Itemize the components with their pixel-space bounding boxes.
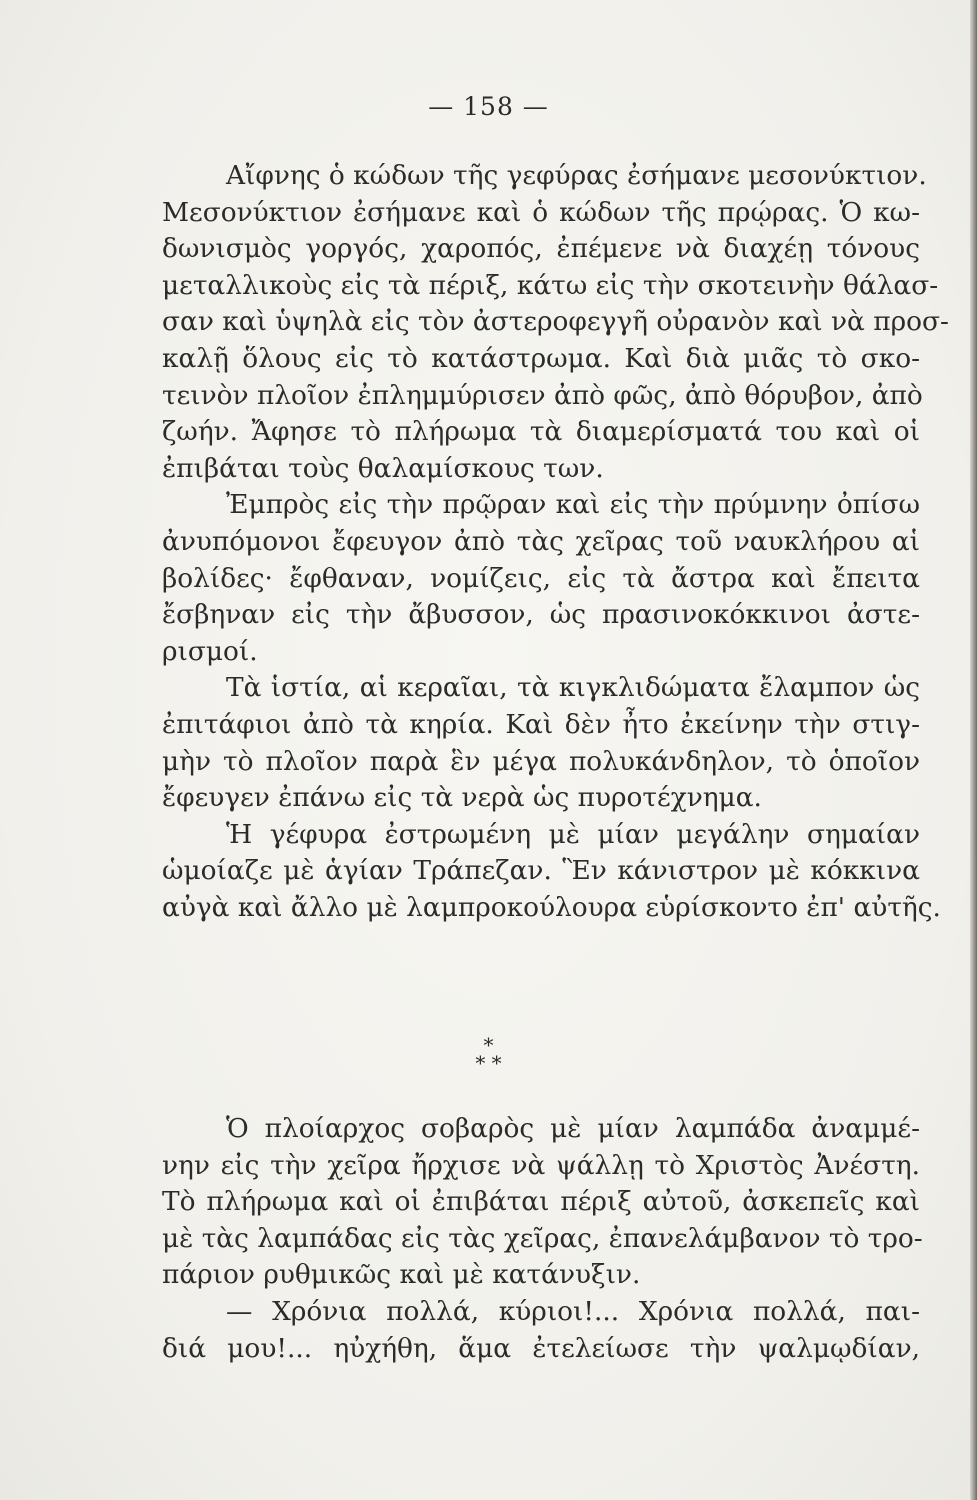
- text-line: Μεσονύκτιον ἐσήμανε καὶ ὁ κώδων τῆς πρῴρας. Ὁ κω-: [162, 196, 920, 228]
- text-line: πάριον ρυθμικῶς καὶ μὲ κατάνυξιν.: [162, 1259, 641, 1291]
- text-line: Αἴφνης ὁ κώδων τῆς γεφύρας ἐσήμανε μεσονύκτιον.: [226, 160, 927, 191]
- text-line: καλῇ ὅλους εἰς τὸ κατάστρωμα. Καὶ διὰ μιᾶς τὸ σκο-: [162, 342, 920, 374]
- text-line: Τὸ πλήρωμα καὶ οἱ ἐπιβάται πέριξ αὐτοῦ, ἀσκεπεῖς καὶ: [162, 1186, 920, 1218]
- text-line: βολίδες· ἔφθαναν, νομίζεις, εἰς τὰ ἄστρα καὶ ἔπειτα: [162, 562, 920, 594]
- text-line: Ἐμπρὸς εἰς τὴν πρῷραν καὶ εἰς τὴν πρύμνην ὀπίσω: [226, 489, 920, 521]
- text-block-main: [162, 158, 949, 926]
- text-line: ὡμοίαζε μὲ ἁγίαν Τράπεζαν. Ἓν κάνιστρον μὲ κόκκινα: [162, 855, 920, 887]
- text-line: Ἡ γέφυρα ἐστρωμένη μὲ μίαν μεγάλην σημαίαν: [226, 818, 920, 850]
- section-break-asterism: [0, 1033, 977, 1075]
- text-line: νην εἰς τὴν χεῖρα ἤρχισε νὰ ψάλλῃ τὸ Χριστὸς Ἀνέστη.: [162, 1149, 920, 1181]
- text-line: ἔφευγεν ἐπάνω εἰς τὰ νερὰ ὡς πυροτέχνημα.: [162, 782, 762, 814]
- text-line: μὴν τὸ πλοῖον παρὰ ἓν μέγα πολυκάνδηλον, τὸ ὁποῖον: [162, 745, 920, 777]
- text-line: μὲ τὰς λαμπάδας εἰς τὰς χεῖρας, ἐπανελάμβανον τὸ τρο-: [162, 1222, 923, 1254]
- text-line: ἐπιτάφιοι ἀπὸ τὰ κηρία. Καὶ δὲν ἦτο ἐκείνην τὴν στιγ-: [162, 708, 920, 740]
- page-number: — 158 —: [428, 92, 549, 121]
- text-block-after-break: [162, 1111, 923, 1367]
- text-line: ζωήν. Ἄφησε τὸ πλήρωμα τὰ διαμερίσματά του καὶ οἱ: [162, 416, 920, 448]
- text-line: σαν καὶ ὑψηλὰ εἰς τὸν ἀστεροφεγγῆ οὐρανὸν καὶ νὰ προσ-: [162, 306, 949, 338]
- asterism-bottom: * *: [475, 1051, 502, 1075]
- asterism-top: *: [483, 1033, 494, 1057]
- text-line: αὐγὰ καὶ ἄλλο μὲ λαμπροκούλουρα εὑρίσκοντο ἐπ' αὐτῆς.: [162, 891, 941, 923]
- page-edge-shadow: [970, 0, 977, 1500]
- text-line: ρισμοί.: [162, 635, 258, 667]
- text-line: μεταλλικοὺς εἰς τὰ πέριξ, κάτω εἰς τὴν σκοτεινὴν θάλασ-: [162, 269, 939, 301]
- text-line: ἐπιβάται τοὺς θαλαμίσκους των.: [162, 452, 604, 484]
- text-line: τεινὸν πλοῖον ἐπλημμύρισεν ἀπὸ φῶς, ἀπὸ θόρυβον, ἀπὸ: [162, 379, 923, 411]
- text-line: ἀνυπόμονοι ἔφευγον ἀπὸ τὰς χεῖρας τοῦ ναυκλήρου αἱ: [162, 525, 920, 557]
- text-line: Ὁ πλοίαρχος σοβαρὸς μὲ μίαν λαμπάδα ἀναμμέ-: [226, 1113, 920, 1144]
- text-line: ἔσβηναν εἰς τὴν ἄβυσσον, ὡς πρασινοκόκκινοι ἀστε-: [162, 599, 920, 631]
- text-line: — Χρόνια πολλά, κύριοι!... Χρόνια πολλά, παι-: [226, 1295, 920, 1327]
- text-line: Τὰ ἱστία, αἱ κεραῖαι, τὰ κιγκλιδώματα ἔλαμπον ὡς: [226, 672, 920, 704]
- text-line: διά μου!... ηὐχήθη, ἅμα ἐτελείωσε τὴν ψαλμῳδίαν,: [162, 1332, 920, 1364]
- text-line: δωνισμὸς γοργός, χαροπός, ἐπέμενε νὰ διαχέῃ τόνους: [162, 233, 920, 265]
